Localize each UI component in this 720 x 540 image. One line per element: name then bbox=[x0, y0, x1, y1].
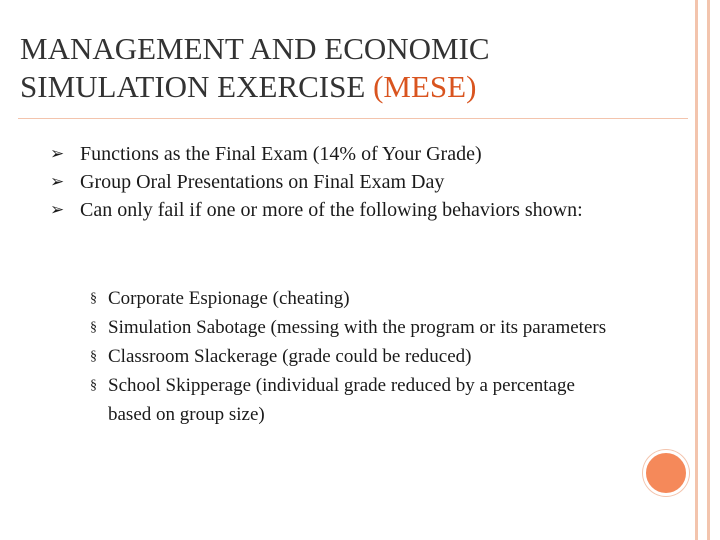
sub-bullet-item bbox=[90, 371, 610, 429]
section-bullet-icon: § bbox=[90, 320, 97, 335]
sub-bullet-item bbox=[90, 284, 610, 313]
bullet-list bbox=[50, 140, 650, 224]
decorative-circle bbox=[643, 450, 689, 496]
bullet-item bbox=[50, 140, 650, 168]
slide-title bbox=[20, 30, 660, 106]
section-bullet-icon: § bbox=[90, 291, 97, 306]
decorative-rail-right bbox=[707, 0, 710, 540]
sub-bullet-item bbox=[90, 342, 610, 371]
bullet-text: Can only fail if one or more of the following behaviors shown: bbox=[80, 199, 583, 221]
title-line-2-text: SIMULATION EXERCISE bbox=[20, 69, 374, 104]
bullet-text: Functions as the Final Exam (14% of Your Grade) bbox=[80, 143, 482, 165]
title-divider bbox=[18, 118, 688, 119]
arrow-bullet-icon: ➢ bbox=[50, 200, 65, 220]
sub-bullet-text: Classroom Slackerage (grade could be reduced) bbox=[108, 346, 472, 367]
bullet-text: Group Oral Presentations on Final Exam Day bbox=[80, 171, 445, 193]
section-bullet-icon: § bbox=[90, 378, 97, 393]
sub-bullet-text: Corporate Espionage (cheating) bbox=[108, 288, 350, 309]
bullet-item bbox=[50, 196, 650, 224]
sub-bullet-text: School Skipperage (individual grade reduced by a percentage based on group size) bbox=[108, 375, 575, 425]
sub-bullet-item bbox=[90, 313, 610, 342]
title-line-2 bbox=[20, 68, 660, 106]
arrow-bullet-icon: ➢ bbox=[50, 172, 65, 192]
sub-bullet-text: Simulation Sabotage (messing with the program or its parameters bbox=[108, 317, 607, 338]
sub-bullet-list bbox=[90, 284, 610, 429]
arrow-bullet-icon: ➢ bbox=[50, 144, 65, 164]
decorative-rail-left bbox=[695, 0, 698, 540]
title-acronym: (MESE) bbox=[373, 69, 477, 104]
section-bullet-icon: § bbox=[90, 349, 97, 364]
title-line-1: MANAGEMENT AND ECONOMIC bbox=[20, 31, 490, 66]
bullet-item bbox=[50, 168, 650, 196]
